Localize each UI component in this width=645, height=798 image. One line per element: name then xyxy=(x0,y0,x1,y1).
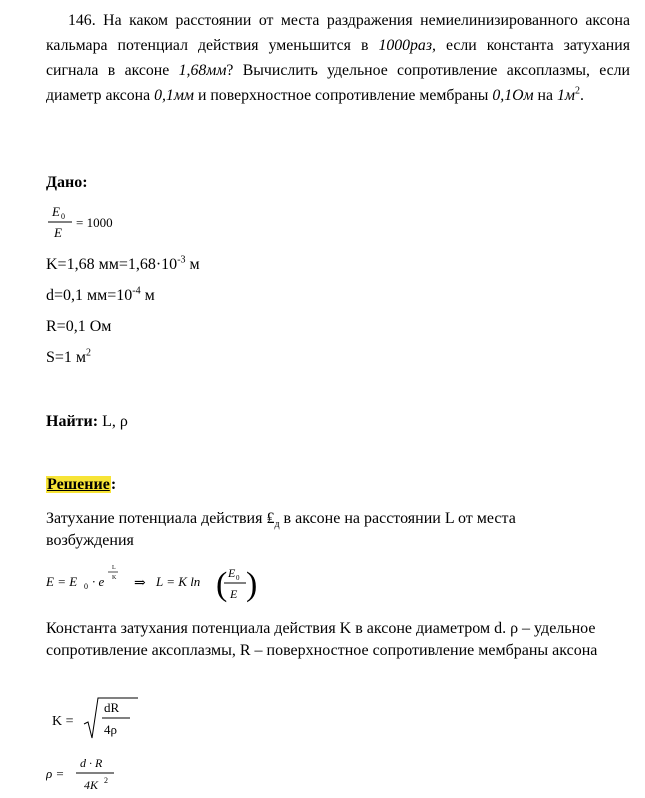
svg-text:· e: · e xyxy=(92,574,105,589)
svg-text:4K: 4K xyxy=(84,778,99,792)
solution-paragraph-2: Константа затухания потенциала действия K в аксоне диаметром d. ρ – удельное сопротивление аксоплазмы, R – поверхностное сопротивление мембраны аксона xyxy=(46,620,598,659)
svg-text:L: L xyxy=(112,565,116,571)
svg-text:0: 0 xyxy=(84,582,88,591)
svg-text:L = K ln: L = K ln xyxy=(156,574,201,589)
ratio-formula xyxy=(46,200,166,242)
svg-text:ρ =: ρ = xyxy=(46,766,65,781)
problem-statement: 146. На каком расстоянии от места раздражения немиелинизированного аксона кальмара потенциал действия уменьшится в 1000раз, если константа затухания сигнала в аксоне 1,68мм? Вычислить удельное сопротивление аксоплазмы, если диаметр аксона 0,1мм и поверхностное сопротивление мембраны 0,1Ом на $1м^2$. xyxy=(46,12,630,104)
attenuation-formula xyxy=(46,560,286,606)
find-label: Найти: xyxy=(46,413,99,430)
find-value: L, ρ xyxy=(98,413,128,430)
find-line xyxy=(46,413,128,431)
given-d: d=0,1 $мм=10^{-4}$ м xyxy=(46,285,155,304)
solution-label: Решение xyxy=(47,476,110,493)
svg-text:K =: K = xyxy=(52,714,74,729)
implies-arrow: ⇒ xyxy=(134,576,146,591)
given-k: K=1,68 $мм=1,68\cdot 10^{-3}$ м xyxy=(46,254,200,273)
ratio-value: = 1000 xyxy=(76,215,113,230)
svg-text:0: 0 xyxy=(236,574,240,582)
ratio-numerator: E xyxy=(52,204,60,219)
decay-constant-formula xyxy=(46,692,166,744)
problem-number: 146. xyxy=(68,12,96,29)
svg-text:4ρ: 4ρ xyxy=(104,722,117,737)
svg-text:2: 2 xyxy=(104,776,108,785)
f1-lhs: E = E xyxy=(46,574,78,589)
ratio-numerator-sub: 0 xyxy=(61,212,65,221)
ratio-denominator: E xyxy=(54,225,62,240)
svg-text:): ) xyxy=(246,566,258,603)
svg-text:(: ( xyxy=(216,566,228,603)
solution-paragraph-1: Затухание потенциала действия $₤_д$ в аксоне на расстоянии L от места возбуждения xyxy=(46,510,516,549)
svg-text:K: K xyxy=(112,575,117,581)
svg-text:dR: dR xyxy=(104,700,120,715)
resistivity-formula xyxy=(46,752,166,798)
given-heading: Дано: xyxy=(46,174,88,191)
solution-heading: Решение: xyxy=(47,476,117,493)
svg-text:d · R: d · R xyxy=(80,756,103,770)
given-s: S=1 $м^2$ xyxy=(46,347,92,366)
given-r: R=0,1 Ом xyxy=(46,318,112,335)
svg-text:E: E xyxy=(228,566,236,580)
svg-text:E: E xyxy=(230,587,238,601)
